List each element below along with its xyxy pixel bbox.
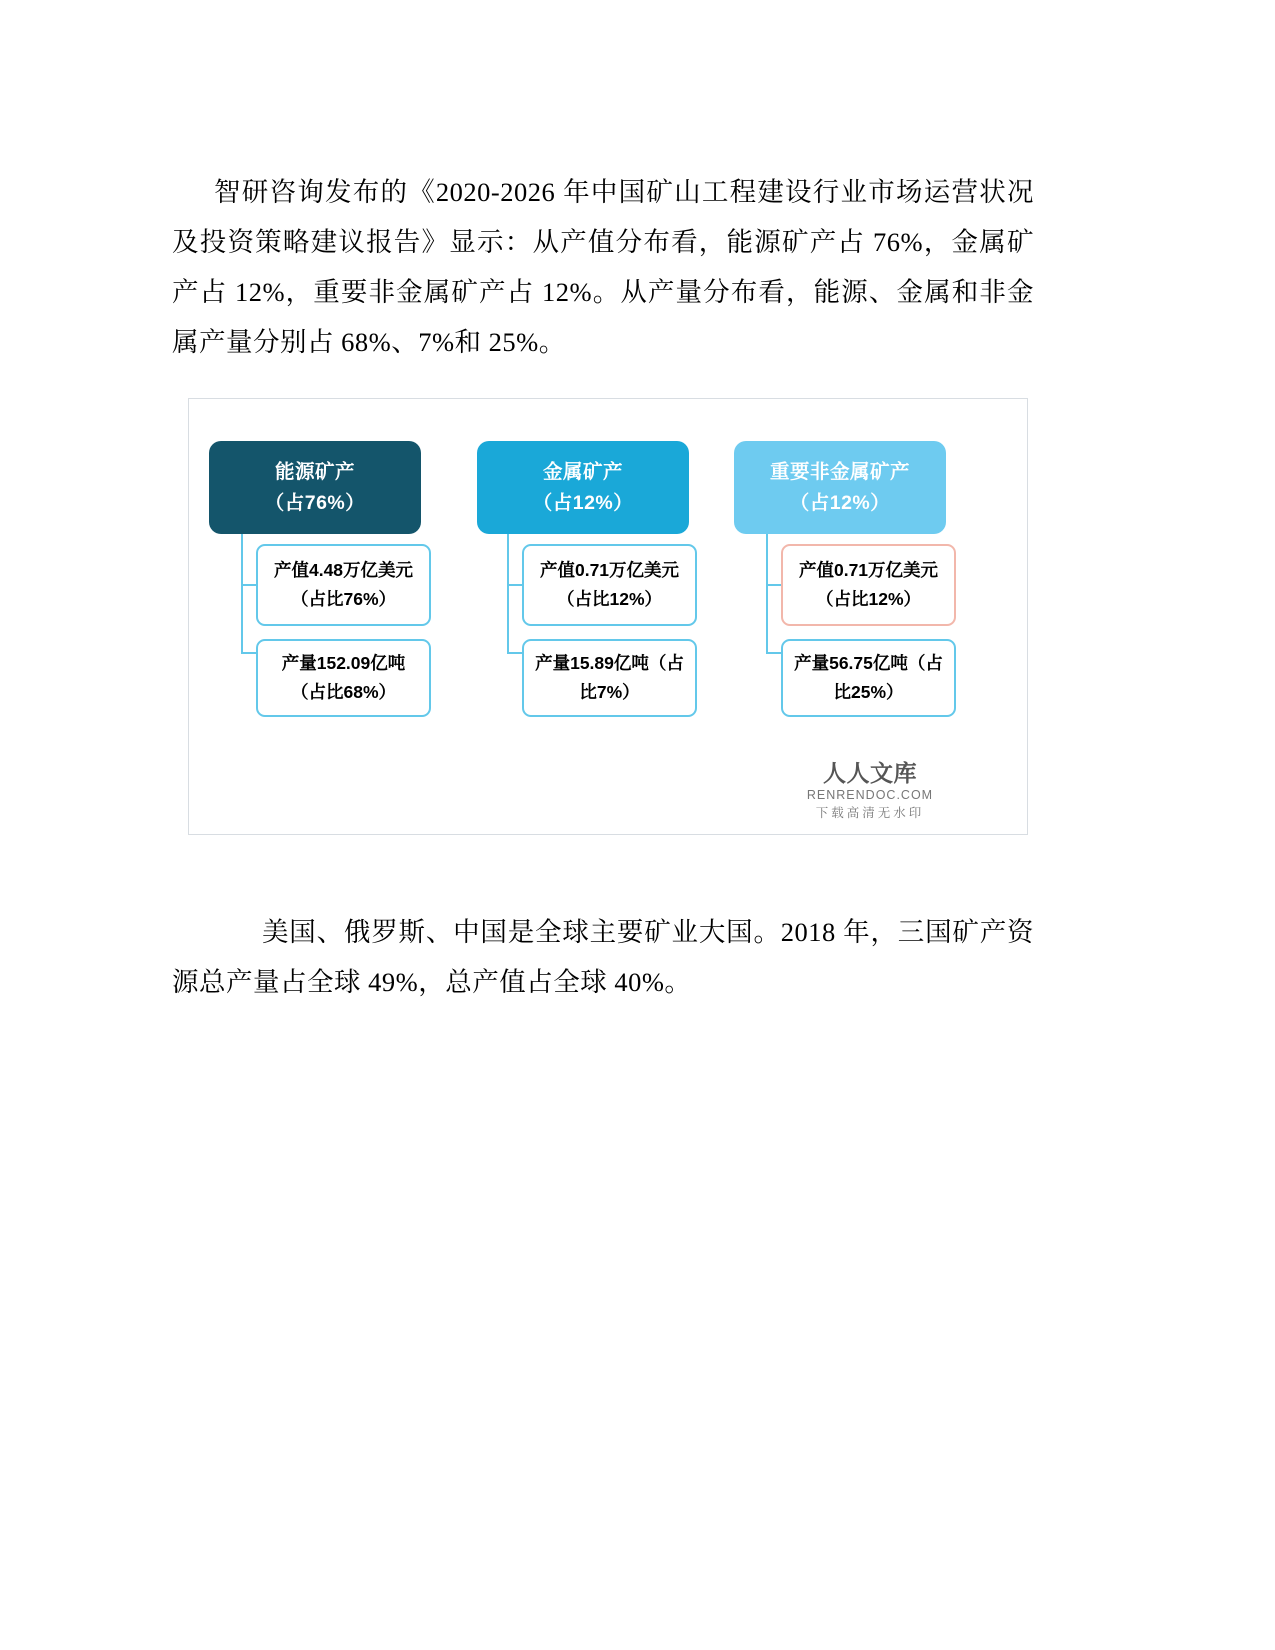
- connector-horizontal-metal-1: [507, 584, 523, 586]
- figure-container: [188, 398, 1028, 835]
- diagram-header-energy-line2: （占76%）: [264, 491, 366, 514]
- diagram-header-metal-line1: 金属矿产: [542, 460, 623, 483]
- diagram-header-energy-line1: 能源矿产: [274, 460, 355, 483]
- diagram-node-energy-production: 产量152.09亿吨（占比68%）: [256, 639, 431, 717]
- connector-vertical-nonmetal: [766, 534, 768, 652]
- connector-horizontal-metal-2: [507, 652, 523, 654]
- connector-vertical-metal: [507, 534, 509, 652]
- diagram-node-energy-output-value: 产值4.48万亿美元（占比76%）: [256, 544, 431, 626]
- mineral-hierarchy-diagram: [189, 399, 1029, 836]
- paragraph-one: 智研咨询发布的《2020-2026 年中国矿山工程建设行业市场运营状况及投资策略建议报告》显示：从产值分布看，能源矿产占 76%，金属矿产占 12%，重要非金属矿产占 12%。从产量分布看，能源、金属和非金属产量分别占 68%、7%和 25%。: [172, 176, 1034, 357]
- diagram-node-nonmetal-output-value: 产值0.71万亿美元（占比12%）: [781, 544, 956, 626]
- diagram-header-metal-line2: （占12%）: [532, 491, 634, 514]
- diagram-header-metal: [477, 441, 689, 534]
- diagram-node-metal-production: 产量15.89亿吨（占比7%）: [522, 639, 697, 717]
- diagram-header-nonmetal-line2: （占12%）: [789, 491, 891, 514]
- diagram-node-metal-output-value: 产值0.71万亿美元（占比12%）: [522, 544, 697, 626]
- diagram-header-nonmetal-line1: 重要非金属矿产: [769, 460, 910, 483]
- diagram-node-nonmetal-production: 产量56.75亿吨（占比25%）: [781, 639, 956, 717]
- diagram-column-energy: [209, 441, 424, 534]
- connector-horizontal-energy-1: [241, 584, 257, 586]
- paragraph-two: 美国、俄罗斯、中国是全球主要矿业大国。2018 年，三国矿产资源总产量占全球 49%，总产值占全球 40%。: [172, 916, 1034, 997]
- connector-horizontal-nonmetal-2: [766, 652, 782, 654]
- diagram-header-energy: [209, 441, 421, 534]
- connector-vertical-energy: [241, 534, 243, 652]
- diagram-column-nonmetal: [734, 441, 949, 534]
- watermark-line-2: RENRENDOC.COM: [806, 788, 934, 802]
- diagram-column-metal: [477, 441, 692, 534]
- diagram-header-nonmetal: [734, 441, 946, 534]
- connector-horizontal-energy-2: [241, 652, 257, 654]
- connector-horizontal-nonmetal-1: [766, 584, 782, 586]
- watermark-line-1: 人人文库: [823, 760, 917, 786]
- watermark-line-3: 下载高清无水印: [815, 806, 925, 820]
